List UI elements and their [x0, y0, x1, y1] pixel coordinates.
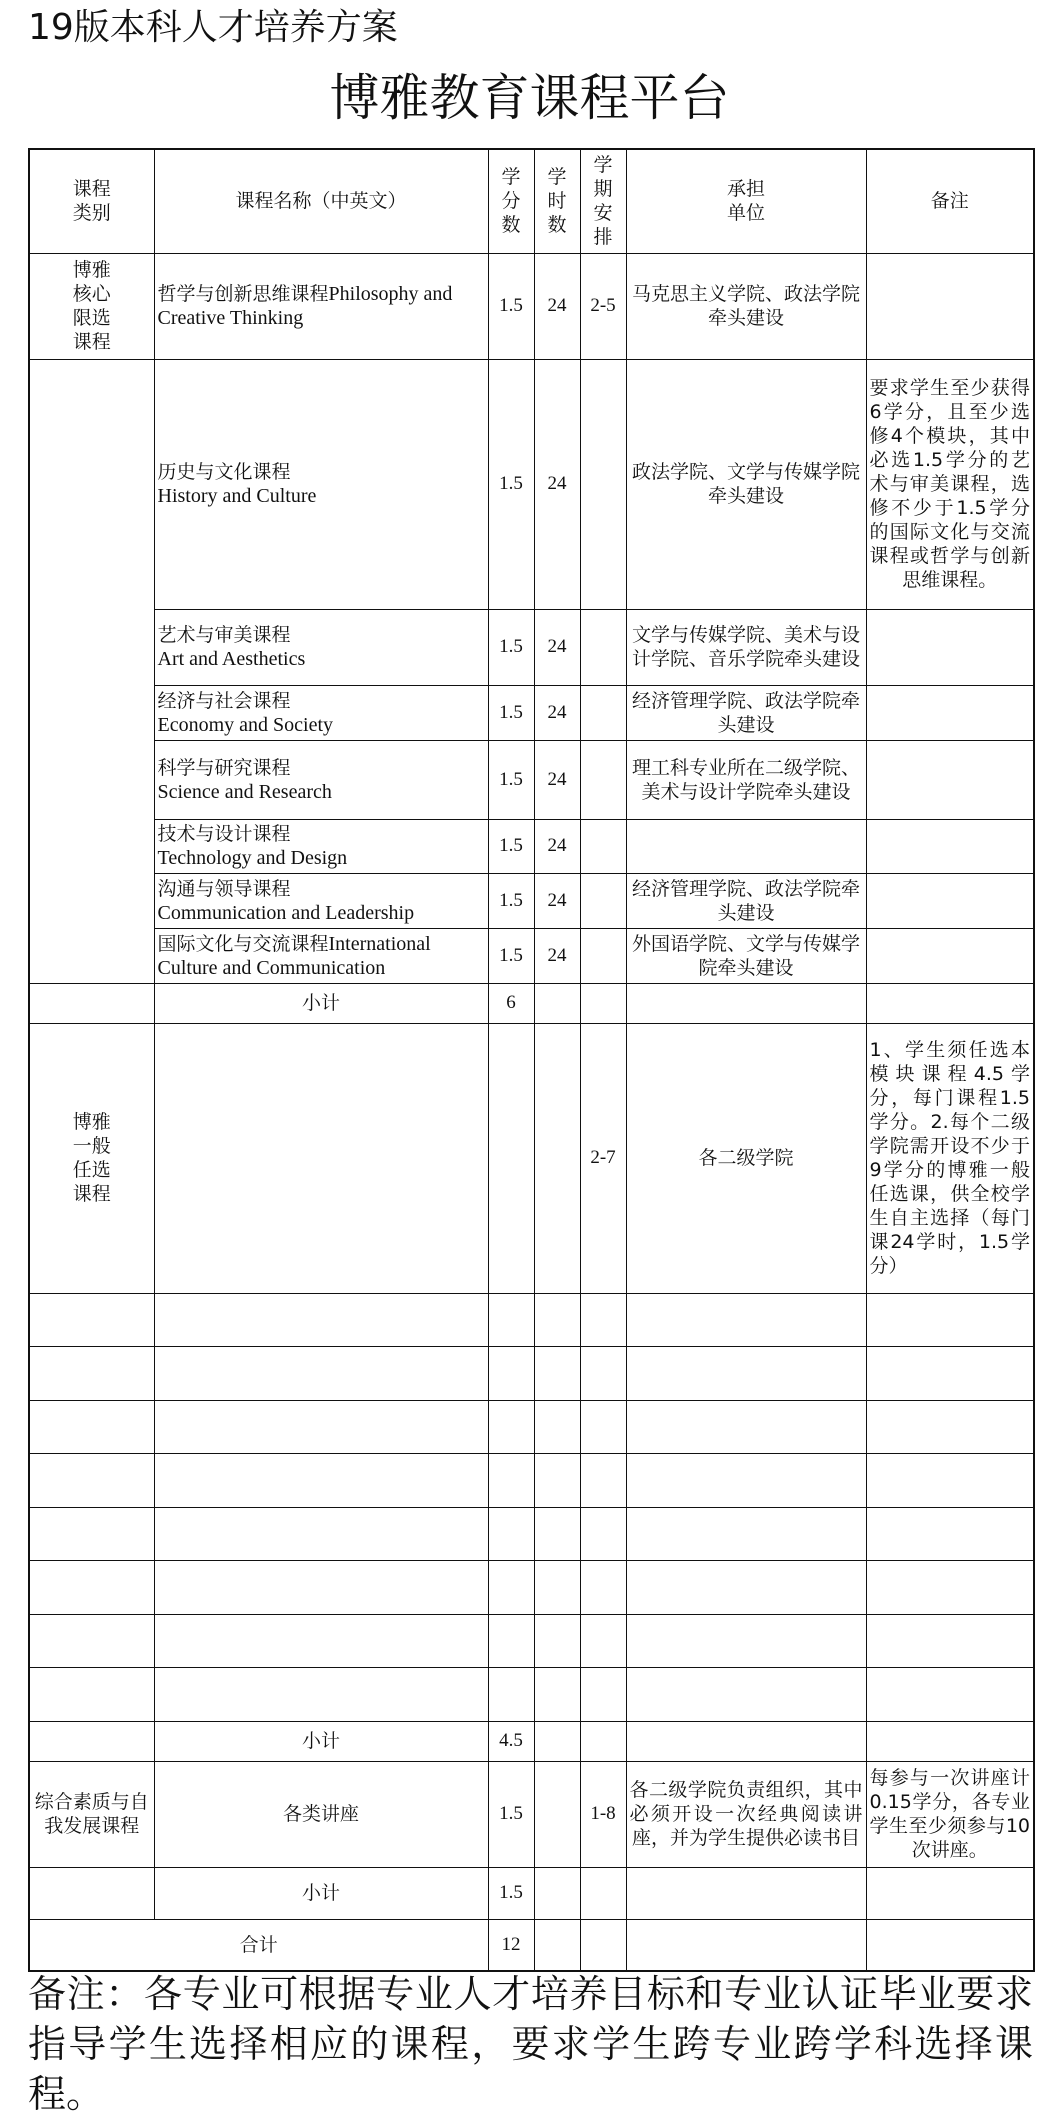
lectures-remark: 每参与一次讲座计0.15学分，各专业学生至少须参与10次讲座。 [866, 1761, 1034, 1867]
lectures-semester: 1-8 [580, 1761, 626, 1867]
empty-cell [626, 1721, 866, 1761]
course-hours: 24 [534, 253, 580, 359]
empty-cell [866, 1721, 1034, 1761]
empty-cell [626, 1867, 866, 1919]
course-name: 技术与设计课程 Technology and Design [154, 819, 488, 873]
course-credits: 1.5 [488, 740, 534, 819]
course-remark-empty [866, 928, 1034, 983]
page-title: 博雅教育课程平台 [329, 69, 730, 127]
course-remark-empty [866, 740, 1034, 819]
empty-cell [154, 1023, 488, 1293]
subtotal-label: 小计 [154, 983, 488, 1023]
course-hours: 24 [534, 928, 580, 983]
empty-cell [29, 983, 154, 1023]
course-hours: 24 [534, 740, 580, 819]
course-hours: 24 [534, 873, 580, 928]
course-unit: 文学与传媒学院、美术与设计学院、音乐学院牵头建设 [626, 609, 866, 685]
course-semester [580, 928, 626, 983]
category-general: 博雅一般任选课程 [29, 1023, 154, 1293]
course-remark-empty [866, 609, 1034, 685]
course-credits: 1.5 [488, 685, 534, 740]
course-name: 科学与研究课程 Science and Research [154, 740, 488, 819]
empty-cell [534, 1023, 580, 1293]
empty-cell [534, 1867, 580, 1919]
empty-cell [866, 1919, 1034, 1971]
empty-cell [534, 1761, 580, 1867]
header-course-name: 课程名称（中英文） [154, 149, 488, 253]
course-semester [580, 685, 626, 740]
course-remark-empty [866, 253, 1034, 359]
table-row [29, 1400, 1034, 1453]
empty-cell [488, 1023, 534, 1293]
course-semester [580, 873, 626, 928]
subtotal-row [29, 1867, 1034, 1919]
table-row [29, 740, 1034, 819]
header-hours: 学时数 [534, 149, 580, 253]
table-row [29, 1453, 1034, 1507]
empty-cell [29, 1867, 154, 1919]
subtotal-row [29, 983, 1034, 1023]
table-row [29, 1614, 1034, 1667]
empty-cell [534, 983, 580, 1023]
subtotal-credits: 1.5 [488, 1867, 534, 1919]
total-row [29, 1919, 1034, 1971]
course-name: 经济与社会课程 Economy and Society [154, 685, 488, 740]
header-credits: 学分数 [488, 149, 534, 253]
lectures-unit: 各二级学院负责组织，其中必须开设一次经典阅读讲座，并为学生提供必读书目 [626, 1761, 866, 1867]
category-core-continued [29, 359, 154, 983]
course-unit: 政法学院、文学与传媒学院牵头建设 [626, 359, 866, 609]
table-row [29, 1346, 1034, 1400]
table-row [29, 359, 1034, 609]
table-row [29, 685, 1034, 740]
course-credits: 1.5 [488, 359, 534, 609]
empty-cell [866, 983, 1034, 1023]
subtotal-label: 小计 [154, 1721, 488, 1761]
course-unit: 外国语学院、文学与传媒学院牵头建设 [626, 928, 866, 983]
course-unit: 理工科专业所在二级学院、美术与设计学院牵头建设 [626, 740, 866, 819]
course-semester [580, 819, 626, 873]
empty-cell [866, 1867, 1034, 1919]
course-unit: 经济管理学院、政法学院牵头建设 [626, 685, 866, 740]
header-semester: 学期安排 [580, 149, 626, 253]
table-row [29, 1293, 1034, 1346]
course-credits: 1.5 [488, 253, 534, 359]
course-name: 历史与文化课程 History and Culture [154, 359, 488, 609]
lectures-credits: 1.5 [488, 1761, 534, 1867]
table-row [29, 819, 1034, 873]
course-unit: 经济管理学院、政法学院牵头建设 [626, 873, 866, 928]
course-hours: 24 [534, 609, 580, 685]
course-credits: 1.5 [488, 928, 534, 983]
course-remark-empty [866, 685, 1034, 740]
total-credits: 12 [488, 1919, 534, 1971]
category-lectures: 综合素质与自我发展课程 [29, 1761, 154, 1867]
empty-cell [29, 1721, 154, 1761]
table-row [29, 1560, 1034, 1614]
table-row [29, 253, 1034, 359]
table-row [29, 873, 1034, 928]
empty-cell [626, 983, 866, 1023]
table-row [29, 609, 1034, 685]
empty-cell [534, 1919, 580, 1971]
table-header-row [29, 149, 1034, 253]
table-row [29, 1507, 1034, 1560]
course-hours: 24 [534, 359, 580, 609]
course-unit: 马克思主义学院、政法学院牵头建设 [626, 253, 866, 359]
curriculum-table [28, 148, 1035, 1972]
general-remark: 1、学生须任选本模块课程4.5学分，每门课程1.5学分。2.每个二级学院需开设不少于9学分的博雅一般任选课，供全校学生自主选择（每门课24学时，1.5学分） [866, 1023, 1034, 1293]
course-credits: 1.5 [488, 609, 534, 685]
course-hours: 24 [534, 685, 580, 740]
course-name: 沟通与领导课程 Communication and Leadership [154, 873, 488, 928]
course-credits: 1.5 [488, 819, 534, 873]
empty-cell [580, 1867, 626, 1919]
table-row [29, 1023, 1034, 1293]
course-remark-empty [866, 819, 1034, 873]
table-row [29, 1761, 1034, 1867]
course-semester [580, 609, 626, 685]
empty-cell [580, 1721, 626, 1761]
table-row [29, 928, 1034, 983]
header-unit: 承担单位 [626, 149, 866, 253]
empty-cell [580, 983, 626, 1023]
lectures-name: 各类讲座 [154, 1761, 488, 1867]
document-header: 19版本科人才培养方案 [28, 7, 398, 48]
table-row [29, 1667, 1034, 1721]
category-core: 博雅核心限选课程 [29, 253, 154, 359]
total-label: 合计 [29, 1919, 488, 1971]
general-semester: 2-7 [580, 1023, 626, 1293]
course-credits: 1.5 [488, 873, 534, 928]
footnote: 备注：各专业可根据专业人才培养目标和专业认证毕业要求指导学生选择相应的课程，要求学生跨专业跨学科选择课程。 [28, 1972, 1033, 2116]
subtotal-credits: 4.5 [488, 1721, 534, 1761]
empty-cell [534, 1721, 580, 1761]
general-unit: 各二级学院 [626, 1023, 866, 1293]
course-remark-empty [866, 873, 1034, 928]
course-name: 艺术与审美课程 Art and Aesthetics [154, 609, 488, 685]
core-remark: 要求学生至少获得6学分，且至少选修4个模块，其中必选1.5学分的艺术与审美课程，选修不少于1.5学分的国际文化与交流课程或哲学与创新思维课程。 [866, 359, 1034, 609]
course-semester: 2-5 [580, 253, 626, 359]
course-name: 国际文化与交流课程International Culture and Communication [154, 928, 488, 983]
course-semester [580, 359, 626, 609]
course-semester [580, 740, 626, 819]
subtotal-row [29, 1721, 1034, 1761]
empty-cell [580, 1919, 626, 1971]
header-category: 课程类别 [29, 149, 154, 253]
header-remarks: 备注 [866, 149, 1034, 253]
empty-cell [626, 1919, 866, 1971]
subtotal-label: 小计 [154, 1867, 488, 1919]
course-name: 哲学与创新思维课程Philosophy and Creative Thinking [154, 253, 488, 359]
course-unit [626, 819, 866, 873]
subtotal-credits: 6 [488, 983, 534, 1023]
course-hours: 24 [534, 819, 580, 873]
